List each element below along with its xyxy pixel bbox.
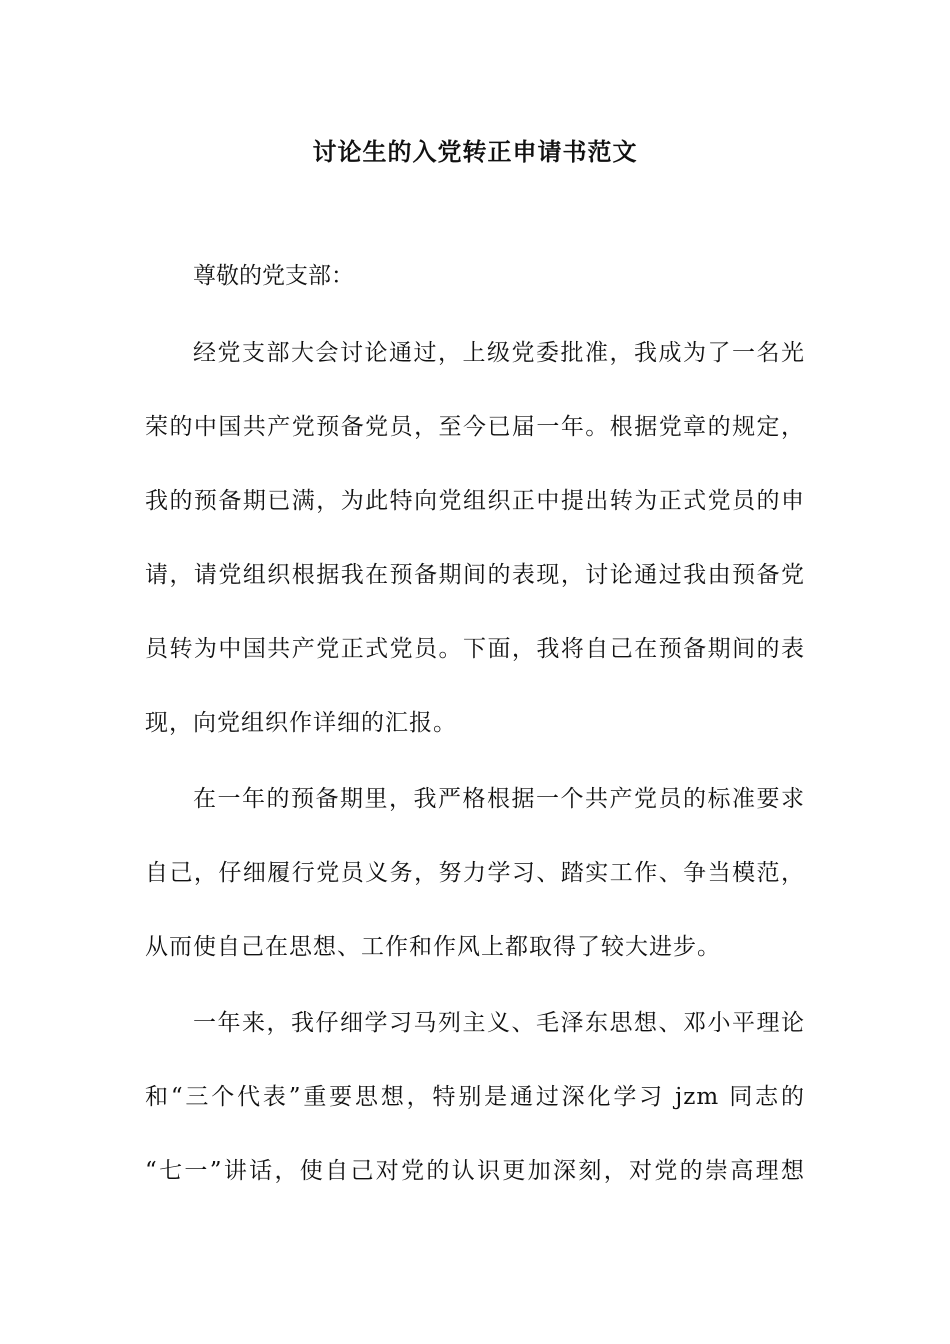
document-title: 讨论生的入党转正申请书范文 — [312, 137, 638, 166]
paragraph-line: “七一”讲话，使自己对党的认识更加深刻，对党的崇高理想 — [145, 1158, 805, 1184]
paragraph-line: 一年来，我仔细学习马列主义、毛泽东思想、邓小平理论 — [193, 1010, 805, 1036]
paragraph-line: 员转为中国共产党正式党员。下面，我将自己在预备期间的表 — [145, 636, 805, 662]
paragraph-line: 和“三个代表”重要思想，特别是通过深化学习 jzm 同志的 — [145, 1084, 805, 1110]
paragraph-line: 自己，仔细履行党员义务，努力学习、踏实工作、争当模范， — [145, 860, 805, 886]
paragraph-line: 荣的中国共产党预备党员，至今已届一年。根据党章的规定， — [145, 414, 805, 440]
paragraph-line: 经党支部大会讨论通过，上级党委批准，我成为了一名光 — [193, 340, 805, 366]
paragraph-line: 从而使自己在思想、工作和作风上都取得了较大进步。 — [145, 934, 721, 960]
paragraph-line: 现，向党组织作详细的汇报。 — [145, 710, 457, 736]
paragraph-line: 请，请党组织根据我在预备期间的表现，讨论通过我由预备党 — [145, 562, 805, 588]
paragraph-line: 我的预备期已满，为此特向党组织正中提出转为正式党员的申 — [145, 488, 805, 514]
paragraph-line: 在一年的预备期里，我严格根据一个共产党员的标准要求 — [193, 786, 805, 812]
salutation: 尊敬的党支部： — [193, 263, 354, 289]
